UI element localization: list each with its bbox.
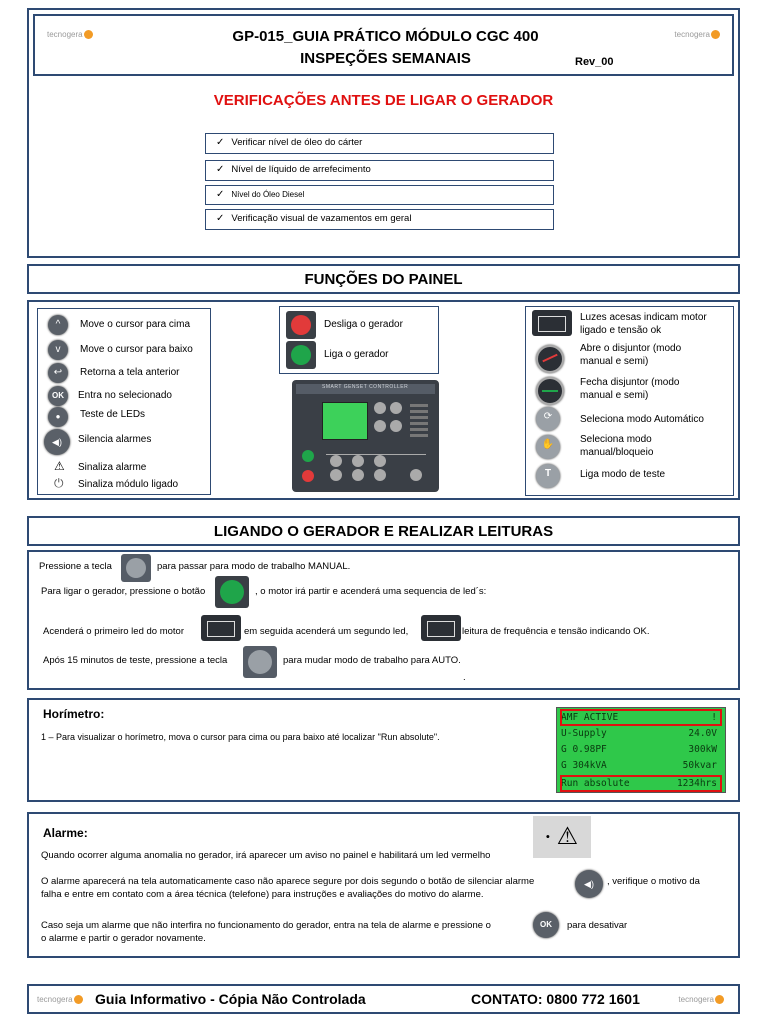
step-text: Acenderá o primeiro led do motor [43,626,184,637]
logo-icon [715,995,724,1004]
controller-keypad [374,402,404,438]
ok-icon: OK [48,386,68,406]
horimetro-title: Horímetro: [43,707,105,721]
function-label: manual e semi) [580,356,649,367]
arrow-up-icon: ^ [48,315,68,335]
functions-section [27,300,740,500]
lcd-row: G 304kVA 50kvar [561,760,717,771]
footer-contact: CONTATO: 0800 772 1601 [471,991,640,1007]
check-icon: ✓ [216,213,225,224]
logo-text: tecnogera [37,995,73,1004]
logo-text: tecnogera [47,30,83,39]
step-text: Para ligar o gerador, pressione o botão [41,586,206,597]
manual-mode-icon: ✋ [536,435,560,459]
controller-start-button [302,450,314,462]
function-label: Desliga o gerador [324,319,403,330]
check-icon: ✓ [216,137,225,148]
function-label: Silencia alarmes [78,434,152,445]
alarme-text: O alarme aparecerá na tela automaticamente caso não aparece segure por dois segundo o botão de silenciar alarme [41,876,535,887]
alarme-text: Quando ocorrer alguma anomalia no gerador, irá aparecer um aviso no painel e habilitará um led vermelho [41,850,491,861]
mute-icon: ◀) [575,870,603,898]
function-label: Entra no selecionado [78,390,172,401]
breaker-open-icon [536,345,564,373]
step-text: , o motor irá partir e acenderá uma sequencia de led´s: [255,586,487,597]
stop-button-icon [286,311,316,339]
functions-middle-box [279,306,439,374]
function-label: Teste de LEDs [80,409,146,420]
voltage-ok-led-icon [421,615,461,641]
dot-mark: . [463,672,466,683]
alarme-text: Caso seja um alarme que não interfira no funcionamento do gerador, entra na tela de alarme e pressione o [41,920,491,931]
step-text: para mudar modo de trabalho para AUTO. [283,655,461,666]
function-label: Seleciona modo Automático [580,414,704,425]
check-label: Verificar nível de óleo do cárter [231,137,363,148]
function-label: Move o cursor para cima [80,319,191,330]
check-label: Verificação visual de vazamentos em geral [231,213,412,224]
function-label: Sinaliza alarme [78,462,147,473]
functions-heading: FUNÇÕES DO PAINEL [304,271,463,288]
function-label: Sinaliza módulo ligado [78,479,179,490]
lcd-highlight-bottom [560,775,722,792]
alarme-title: Alarme: [43,826,88,840]
check-icon: ✓ [216,164,225,175]
function-label: Liga o gerador [324,349,389,360]
start-button-icon [286,341,316,369]
ok-icon: OK [533,912,559,938]
lcd-alert-icon: ! [711,712,717,723]
led-test-icon: ● [48,407,68,427]
auto-mode-icon [243,646,277,678]
horimetro-text: 1 – Para visualizar o horímetro, mova o cursor para cima ou para baixo até localizar "Run absolute". [41,732,440,742]
logo-text: tecnogera [678,995,714,1004]
back-icon: ↩ [48,363,68,383]
lcd-row: G 0.98PF 300kW [561,744,717,755]
function-label: Retorna a tela anterior [80,367,180,378]
check-label: Nível do Óleo Diesel [231,190,305,199]
check-item [205,160,554,181]
revision-label: Rev_00 [575,56,614,68]
alarm-warning-icon: ● ⚠ [533,816,591,858]
alarm-icon: ⚠ [54,459,65,473]
functions-left-box [37,308,211,495]
checks-heading: VERIFICAÇÕES ANTES DE LIGAR O GERADOR [213,92,554,109]
logo-text: tecnogera [674,30,710,39]
check-item [205,209,554,230]
step-text: Pressione a tecla [39,561,112,572]
alarme-text: o alarme e partir o gerador novamente. [41,933,206,944]
controller-panel-image [292,380,439,492]
function-label: manual e semi) [580,390,649,401]
lcd-row: AMF ACTIVE ! [561,712,717,723]
function-label: Fecha disjuntor (modo [580,377,680,388]
controller-mimic-diagram [326,454,426,481]
logo-left [37,995,83,1004]
functions-heading-box [27,264,740,294]
logo-right [678,995,724,1004]
arrow-down-icon: v [48,340,68,360]
footer [27,984,740,1014]
logo-icon [74,995,83,1004]
alarme-text: , verifique o motivo da [607,876,700,887]
functions-right-box [525,306,734,496]
function-label: Abre o disjuntor (modo [580,343,682,354]
footer-left-text: Guia Informativo - Cópia Não Controlada [95,991,366,1007]
function-label: Seleciona modo [580,434,652,445]
starting-section [27,550,740,690]
step-text: em seguida acenderá um segundo led, [244,626,409,637]
step-text: Após 15 minutos de teste, pressione a tecla [43,655,228,666]
engine-led-icon [201,615,241,641]
lcd-row: U-Supply 24.0V [561,728,717,739]
page-subtitle: INSPEÇÕES SEMANAIS [300,50,471,67]
breaker-close-icon [536,377,564,405]
check-item [205,185,554,205]
alarme-section [27,812,740,958]
mute-icon: ◀) [44,429,70,455]
title-box [33,14,734,76]
lcd-row: Run absolute 1234hrs [561,778,717,789]
function-label: Move o cursor para baixo [80,344,193,355]
check-label: Nível de líquido de arrefecimento [231,164,371,175]
check-icon: ✓ [216,189,225,200]
page-title: GP-015_GUIA PRÁTICO MÓDULO CGC 400 [232,28,539,45]
controller-stop-button [302,470,314,482]
lcd-highlight-top [560,709,722,726]
power-icon: ⏻ [54,476,64,490]
header-section [27,8,740,258]
lcd-display [556,707,726,793]
function-label: Liga modo de teste [580,469,666,480]
function-label: ligado e tensão ok [580,325,662,336]
step-text: para passar para modo de trabalho MANUAL. [157,561,351,572]
manual-mode-icon [121,554,151,582]
function-label: Luzes acesas indicam motor [580,312,707,323]
controller-leds [410,404,428,438]
test-mode-icon: T [536,464,560,488]
step-text: leitura de frequência e tensão indicando OK. [462,626,650,637]
controller-brand-label: SMART GENSET CONTROLLER [322,384,409,390]
function-label: manual/bloqueio [580,447,654,458]
engine-ok-icon [532,310,572,336]
starting-heading-box [27,516,740,546]
start-button-icon [215,576,249,608]
check-item [205,133,554,154]
controller-screen [322,402,368,440]
alarme-text: para desativar [567,920,628,931]
starting-heading: LIGANDO O GERADOR E REALIZAR LEITURAS [213,523,554,540]
alarme-text: falha e entre em contato com a área técnica (telefone) para instruções e avaliações do motivo do alarme. [41,889,484,900]
auto-mode-icon: ⟳ [536,407,560,431]
